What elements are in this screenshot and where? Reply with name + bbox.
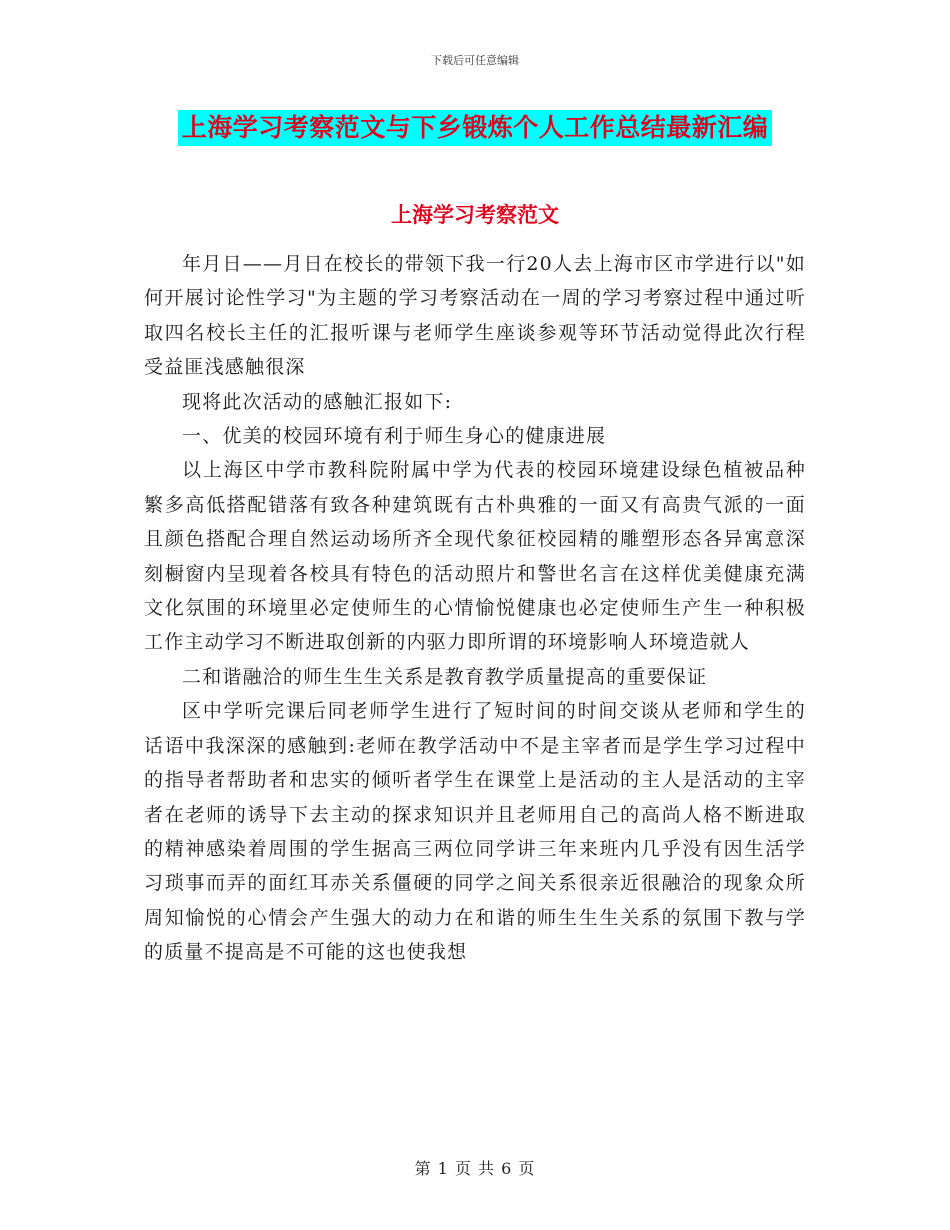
document-title-container xyxy=(0,110,950,146)
document-body xyxy=(144,247,806,970)
page-number-footer: 第 1 页 共 6 页 xyxy=(414,1159,536,1178)
paragraph: 年月日——月日在校长的带领下我一行20人去上海市区市学进行以"如何开展讨论性学习"为主题的学习考察活动在一周的学习考察过程中通过听取四名校长主任的汇报听课与老师学生座谈参观等环节活动觉得此次行程受益匪浅感触很深 xyxy=(144,253,806,379)
paragraph: 以上海区中学市教科院附属中学为代表的校园环境建设绿色植被品种繁多高低搭配错落有致各种建筑既有古朴典雅的一面又有高贵气派的一面且颜色搭配合理自然运动场所齐全现代象征校园精的雕塑形态各异寓意深刻橱窗内呈现着各校具有特色的活动照片和警世名言在这样优美健康充满文化氛围的环境里必定使师生的心情愉悦健康也必定使师生产生一种积极工作主动学习不断进取创新的内驱力即所谓的环境影响人环境造就人 xyxy=(144,459,806,654)
section-title: 上海学习考察范文 xyxy=(391,202,559,227)
paragraph: 区中学听完课后同老师学生进行了短时间的时间交谈从老师和学生的话语中我深深的感触到:老师在教学活动中不是主宰者而是学生学习过程中的指导者帮助者和忠实的倾听者学生在课堂上是活动的主人是活动的主宰者在老师的诱导下去主动的探求知识并且老师用自己的高尚人格不断进取的精神感染着周围的学生据高三两位同学讲三年来班内几乎没有因生活学习琐事而弄的面红耳赤关系僵硬的同学之间关系很亲近很融洽的现象众所周知愉悦的心情会产生强大的动力在和谐的师生生生关系的氛围下教与学的质量不提高是不可能的这也使我想 xyxy=(144,700,806,964)
page-header-note: 下载后可任意编辑 xyxy=(431,54,519,67)
document-title: 上海学习考察范文与下乡锻炼个人工作总结最新汇编 xyxy=(178,110,773,146)
paragraph: 现将此次活动的感触汇报如下: xyxy=(182,390,453,413)
paragraph-heading: 二和谐融洽的师生生生关系是教育教学质量提高的重要保证 xyxy=(182,665,708,688)
paragraph-heading: 一、优美的校园环境有利于师生身心的健康进展 xyxy=(182,425,607,448)
